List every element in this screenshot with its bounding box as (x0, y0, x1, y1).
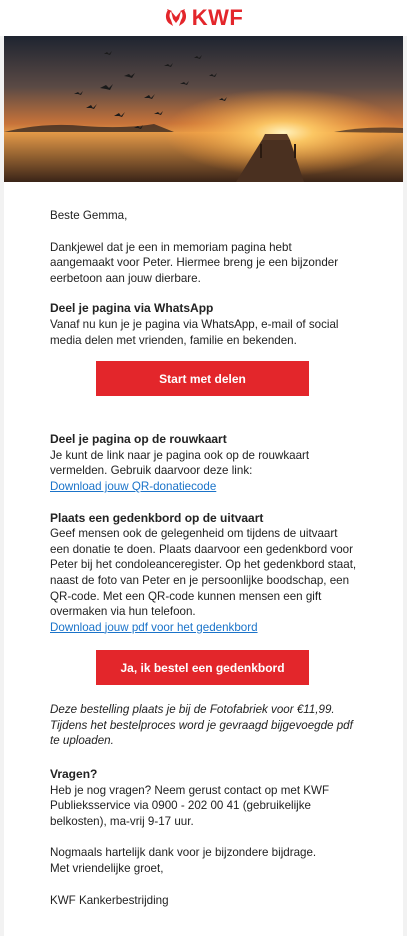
order-gedenkbord-button[interactable]: Ja, ik bestel een gedenkbord (96, 650, 309, 685)
sunset-pier-image (4, 36, 403, 182)
start-sharing-button[interactable]: Start met delen (96, 361, 309, 396)
logo-text: KWF (191, 5, 244, 30)
questions-text: Heb je nog vragen? Neem gerust contact op met KWF Publieksservice via 0900 - 202 00 41 (gebruikelijke belkosten), ma-vrij 9-17 uur. (50, 783, 330, 828)
signature: KWF Kankerbestrijding (50, 893, 169, 907)
questions-heading: Vragen? (50, 767, 98, 782)
qr-download-link[interactable]: Download jouw QR-donatiecode (50, 479, 217, 493)
greeting: Beste Gemma, (50, 209, 128, 222)
order-note: Deze bestelling plaats je bij de Fotofabriek voor €11,99. Tijdens het bestelproces word je gevraagd bijgevoegde pdf te uploaden. (50, 703, 353, 748)
gedenkbord-pdf-link[interactable]: Download jouw pdf voor het gedenkbord (50, 620, 258, 634)
intro-paragraph: Dankjewel dat je een in memoriam pagina hebt aangemaakt voor Peter. Hiermee breng je een bijzonder eerbetoon aan jouw dierbare. (50, 240, 339, 285)
rouwkaart-heading: Deel je pagina op de rouwkaart (50, 432, 227, 447)
gedenkbord-section (50, 511, 357, 636)
email-body (4, 36, 403, 936)
gedenkbord-text: Geef mensen ook de gelegenheid om tijdens de uitvaart een donatie te doen. Plaats daarvoor een gedenkbord voor Peter bij het condoleanceregister. Op het gedenkbord staat, naast de foto van Peter en je persoonlijke boodschap, een QR-code. Met een QR-code kunnen mensen een gift overmaken via hun telefoon. (50, 527, 357, 619)
questions-section (50, 767, 357, 829)
thanks-text: Nogmaals hartelijk dank voor je bijzondere bijdrage. (50, 846, 317, 860)
rouwkaart-section (50, 432, 357, 494)
gedenkbord-heading: Plaats een gedenkbord op de uitvaart (50, 510, 264, 525)
regards-text: Met vriendelijke groet, (50, 862, 164, 876)
email-header (0, 0, 407, 36)
whatsapp-heading: Deel je pagina via WhatsApp (50, 301, 214, 316)
whatsapp-text: Vanaf nu kun je je pagina via WhatsApp, e-mail of social media delen met vrienden, familie en bekenden. (50, 317, 339, 347)
whatsapp-section (50, 301, 357, 348)
kwf-logo[interactable] (164, 5, 244, 31)
rouwkaart-text: Je kunt de link naar je pagina ook op de rouwkaart vermelden. Gebruik daarvoor deze link: (50, 448, 310, 478)
kwf-crab-icon (164, 7, 188, 29)
